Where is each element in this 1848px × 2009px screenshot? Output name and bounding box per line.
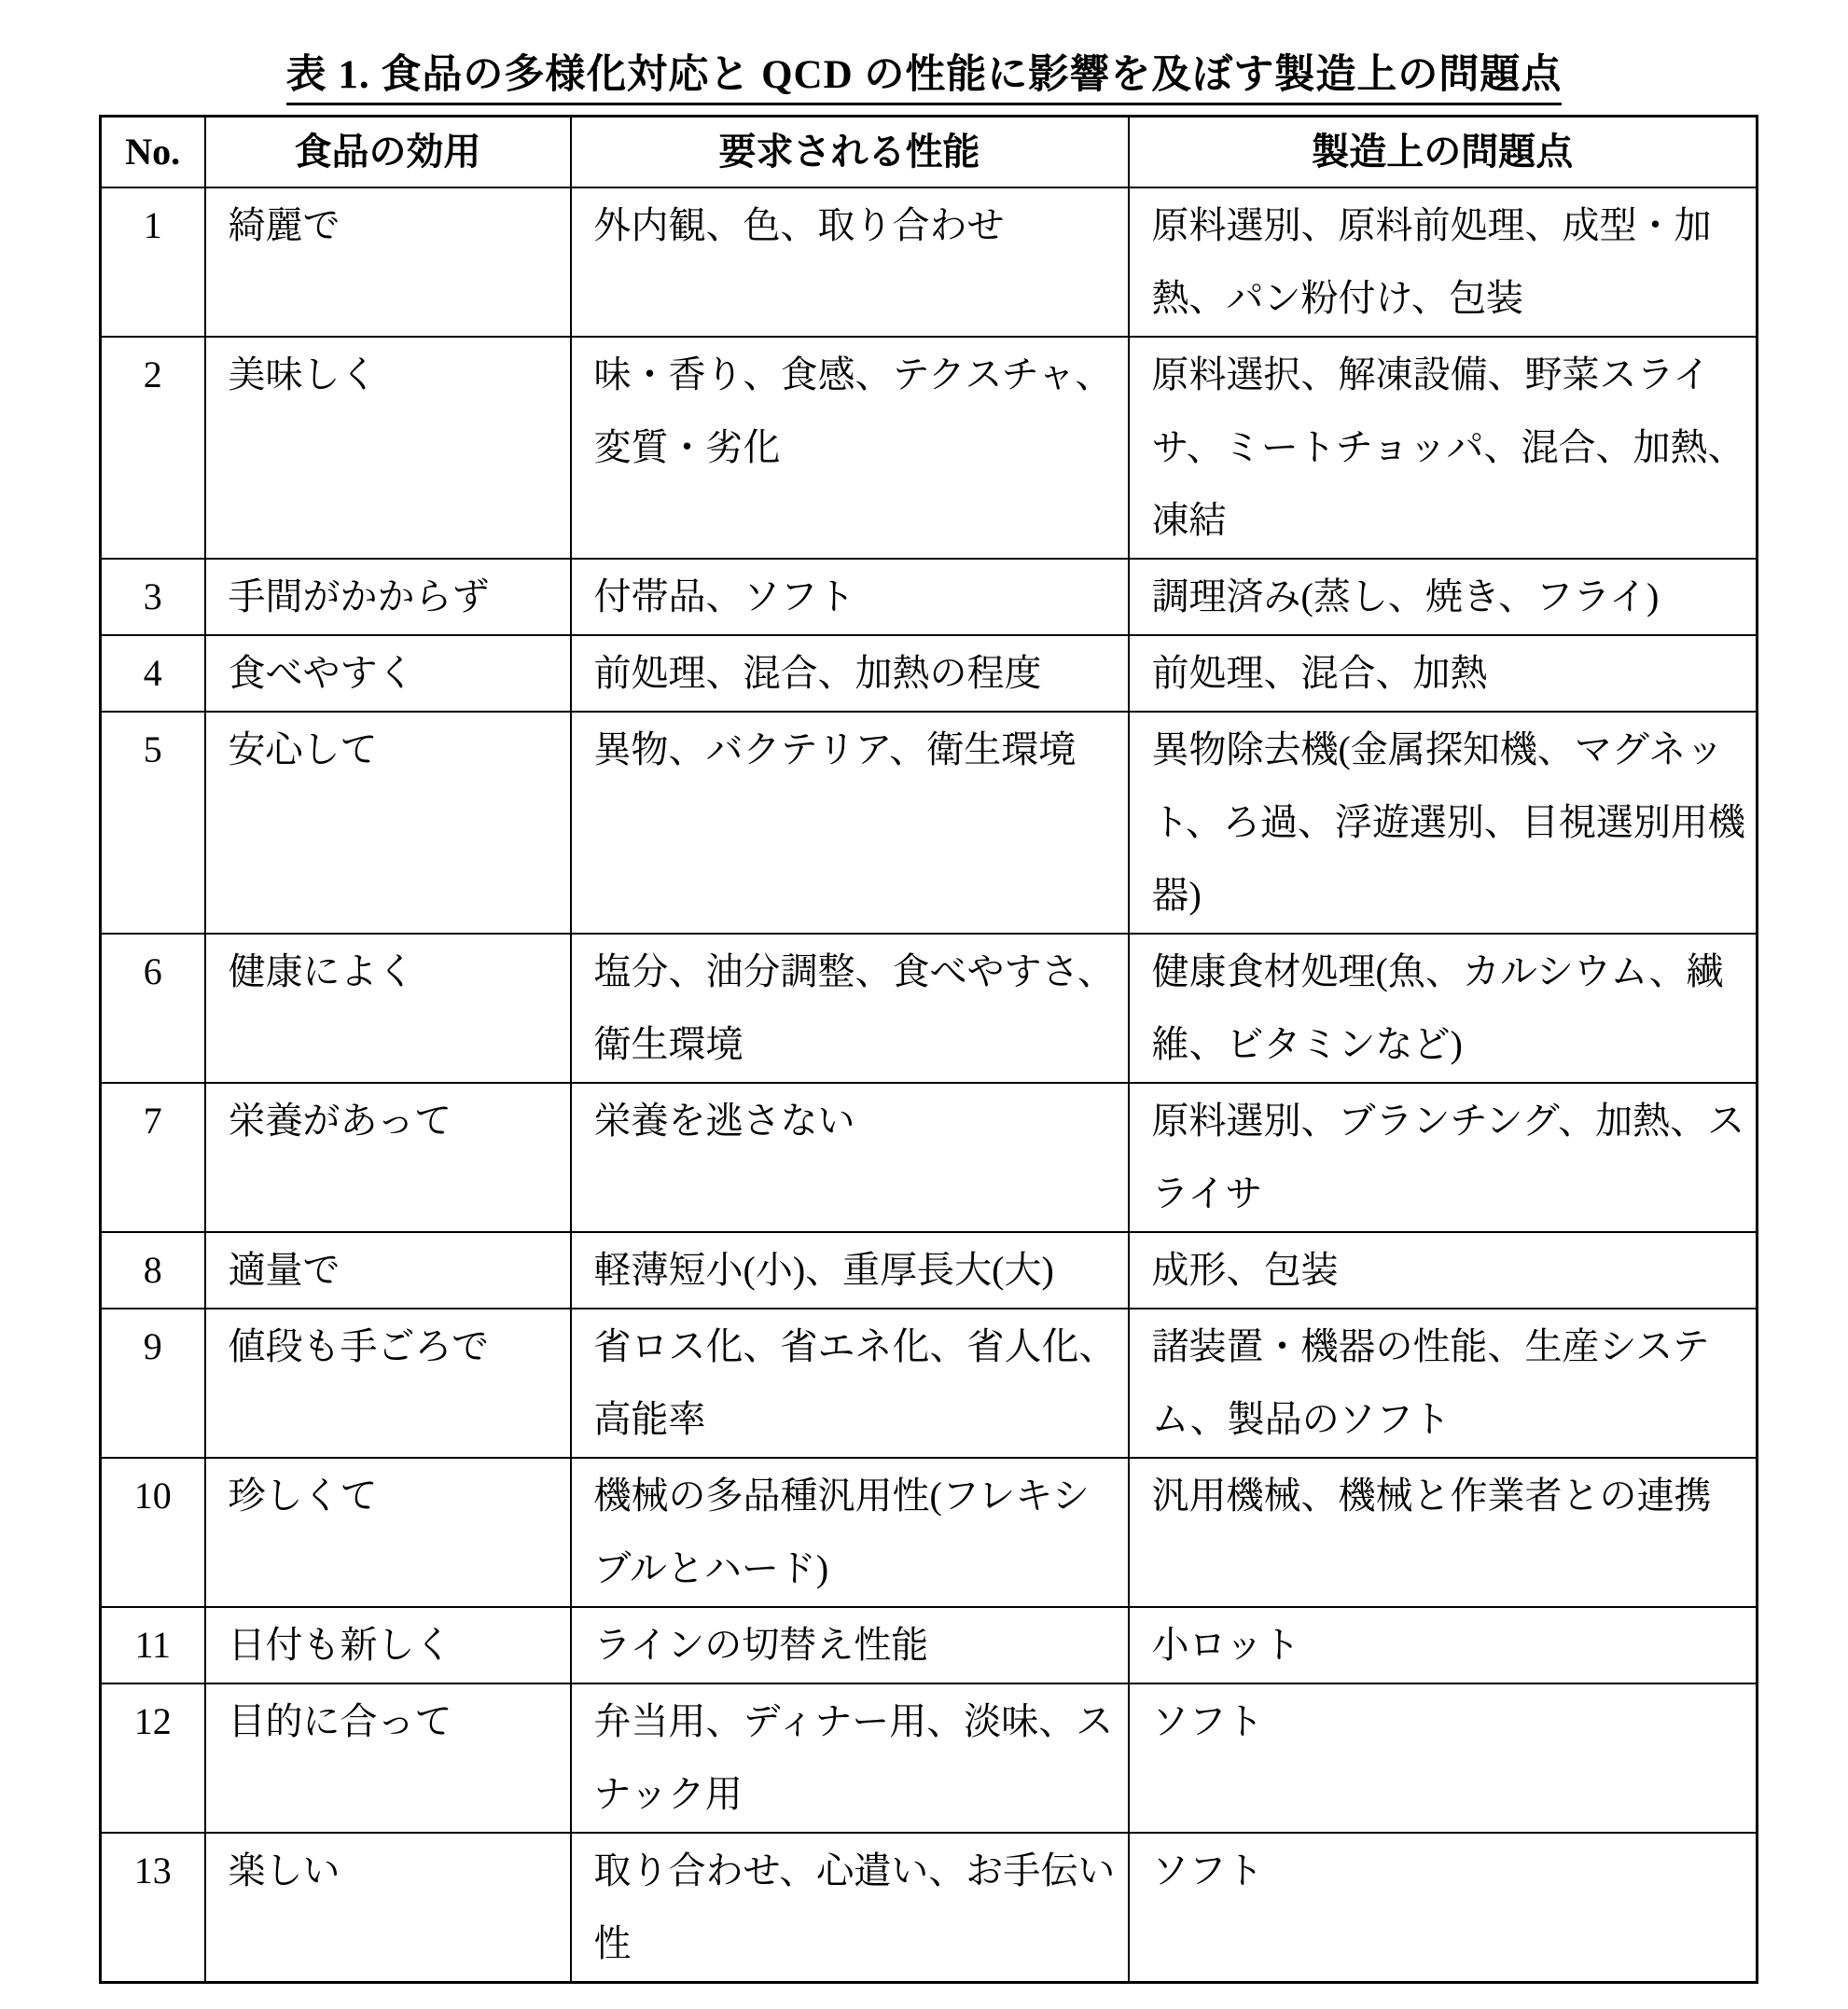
cell-utility: 綺麗で bbox=[205, 187, 571, 337]
cell-utility: 日付も新しく bbox=[205, 1607, 571, 1683]
table-row bbox=[101, 1232, 1758, 1309]
cell-no: 7 bbox=[101, 1083, 205, 1232]
header-no: No. bbox=[101, 117, 205, 188]
table-row bbox=[101, 1683, 1758, 1833]
cell-no: 2 bbox=[101, 337, 205, 559]
cell-performance: ラインの切替え性能 bbox=[571, 1607, 1129, 1683]
cell-performance: 異物、バクテリア、衛生環境 bbox=[571, 712, 1129, 934]
cell-utility: 安心して bbox=[205, 712, 571, 934]
cell-performance: 取り合わせ、心遣い、お手伝い性 bbox=[571, 1833, 1129, 1983]
cell-performance: 前処理、混合、加熱の程度 bbox=[571, 635, 1129, 712]
cell-problems: ソフト bbox=[1129, 1833, 1758, 1983]
cell-utility: 手間がかからず bbox=[205, 559, 571, 635]
cell-problems: ソフト bbox=[1129, 1683, 1758, 1833]
header-problems: 製造上の問題点 bbox=[1129, 117, 1758, 188]
cell-no: 11 bbox=[101, 1607, 205, 1683]
cell-no: 1 bbox=[101, 187, 205, 337]
cell-performance: 付帯品、ソフト bbox=[571, 559, 1129, 635]
cell-no: 10 bbox=[101, 1458, 205, 1607]
cell-utility: 値段も手ごろで bbox=[205, 1309, 571, 1458]
cell-problems: 異物除去機(金属探知機、マグネット、ろ過、浮遊選別、目視選別用機器) bbox=[1129, 712, 1758, 934]
cell-utility: 目的に合って bbox=[205, 1683, 571, 1833]
table-row bbox=[101, 1833, 1758, 1983]
cell-performance: 弁当用、ディナー用、淡味、スナック用 bbox=[571, 1683, 1129, 1833]
cell-no: 12 bbox=[101, 1683, 205, 1833]
cell-performance: 塩分、油分調整、食べやすさ、衛生環境 bbox=[571, 934, 1129, 1083]
table-row bbox=[101, 1607, 1758, 1683]
cell-no: 5 bbox=[101, 712, 205, 934]
cell-utility: 健康によく bbox=[205, 934, 571, 1083]
table-row bbox=[101, 934, 1758, 1083]
table-row bbox=[101, 337, 1758, 559]
cell-utility: 適量で bbox=[205, 1232, 571, 1309]
table-row bbox=[101, 187, 1758, 337]
cell-performance: 味・香り、食感、テクスチャ、変質・劣化 bbox=[571, 337, 1129, 559]
cell-performance: 軽薄短小(小)、重厚長大(大) bbox=[571, 1232, 1129, 1309]
cell-performance: 外内観、色、取り合わせ bbox=[571, 187, 1129, 337]
cell-problems: 原料選別、ブランチング、加熱、スライサ bbox=[1129, 1083, 1758, 1232]
cell-no: 9 bbox=[101, 1309, 205, 1458]
table-header-row bbox=[101, 117, 1758, 188]
food-qcd-problems-table bbox=[99, 115, 1758, 1984]
table-row bbox=[101, 1083, 1758, 1232]
cell-no: 6 bbox=[101, 934, 205, 1083]
header-utility: 食品の効用 bbox=[205, 117, 571, 188]
cell-utility: 栄養があって bbox=[205, 1083, 571, 1232]
table-caption: 表 1. 食品の多様化対応と QCD の性能に影響を及ぼす製造上の問題点 bbox=[286, 53, 1563, 105]
cell-problems: 前処理、混合、加熱 bbox=[1129, 635, 1758, 712]
cell-utility: 食べやすく bbox=[205, 635, 571, 712]
cell-problems: 調理済み(蒸し、焼き、フライ) bbox=[1129, 559, 1758, 635]
table-row bbox=[101, 559, 1758, 635]
cell-no: 4 bbox=[101, 635, 205, 712]
cell-problems: 健康食材処理(魚、カルシウム、繊維、ビタミンなど) bbox=[1129, 934, 1758, 1083]
cell-problems: 成形、包装 bbox=[1129, 1232, 1758, 1309]
cell-utility: 珍しくて bbox=[205, 1458, 571, 1607]
cell-performance: 省ロス化、省エネ化、省人化、高能率 bbox=[571, 1309, 1129, 1458]
cell-no: 13 bbox=[101, 1833, 205, 1983]
header-performance: 要求される性能 bbox=[571, 117, 1129, 188]
cell-problems: 汎用機械、機械と作業者との連携 bbox=[1129, 1458, 1758, 1607]
cell-no: 3 bbox=[101, 559, 205, 635]
table-row bbox=[101, 635, 1758, 712]
table-row bbox=[101, 1458, 1758, 1607]
page-title bbox=[0, 43, 1848, 100]
cell-utility: 美味しく bbox=[205, 337, 571, 559]
cell-performance: 機械の多品種汎用性(フレキシブルとハード) bbox=[571, 1458, 1129, 1607]
cell-problems: 諸装置・機器の性能、生産システム、製品のソフト bbox=[1129, 1309, 1758, 1458]
cell-utility: 楽しい bbox=[205, 1833, 571, 1983]
table-row bbox=[101, 1309, 1758, 1458]
cell-problems: 小ロット bbox=[1129, 1607, 1758, 1683]
cell-problems: 原料選択、解凍設備、野菜スライサ、ミートチョッパ、混合、加熱、凍結 bbox=[1129, 337, 1758, 559]
table-row bbox=[101, 712, 1758, 934]
cell-performance: 栄養を逃さない bbox=[571, 1083, 1129, 1232]
cell-problems: 原料選別、原料前処理、成型・加熱、パン粉付け、包装 bbox=[1129, 187, 1758, 337]
cell-no: 8 bbox=[101, 1232, 205, 1309]
